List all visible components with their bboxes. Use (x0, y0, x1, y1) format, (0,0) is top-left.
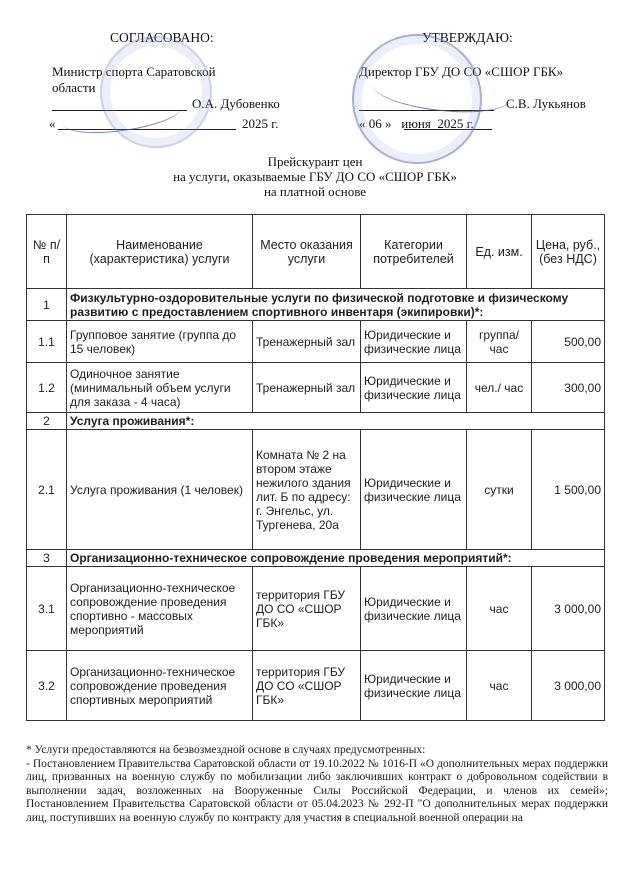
section-row (27, 413, 605, 430)
title-line-1: Прейскурант цен (267, 154, 363, 169)
row-name: Услуга проживания (1 человек) (67, 430, 253, 550)
row-category: Юридические и физические лица (361, 363, 467, 413)
section-title: Физкультурно-оздоровительные услуги по физической подготовке и физическому развитию с предоставлением спортивного инвентаря (экипировки)*: (67, 289, 605, 321)
section-num: 1 (27, 289, 67, 321)
section-num: 2 (27, 413, 67, 430)
approval-left-date-quote: « (49, 116, 56, 131)
approval-left-position-line1: Министр спорта Саратовской (52, 64, 216, 79)
section-num: 3 (27, 550, 67, 567)
header-price: Цена, руб., (без НДС) (532, 215, 605, 289)
row-num: 1.2 (27, 363, 67, 413)
approval-left-date-year: 2025 г. (242, 116, 279, 131)
table-row (27, 363, 605, 413)
row-num: 3.2 (27, 651, 67, 721)
row-price: 3 000,00 (532, 651, 605, 721)
row-category: Юридические и физические лица (361, 430, 467, 550)
table-header-row (27, 215, 605, 289)
document-title (90, 154, 540, 199)
row-unit: чел./ час (467, 363, 532, 413)
header-unit: Ед. изм. (467, 215, 532, 289)
header-num: № п/п (27, 215, 67, 289)
row-place: Тренажерный зал (253, 363, 361, 413)
row-num: 2.1 (27, 430, 67, 550)
row-category: Юридические и физические лица (361, 651, 467, 721)
approval-right-heading: УТВЕРЖДАЮ: (422, 30, 513, 45)
row-category: Юридические и физические лица (361, 567, 467, 651)
table-row (27, 321, 605, 363)
row-unit: час (467, 651, 532, 721)
row-price: 3 000,00 (532, 567, 605, 651)
approval-left-position-line2: области (52, 80, 96, 95)
section-row (27, 289, 605, 321)
table-row (27, 651, 605, 721)
footnote (26, 744, 608, 826)
approval-right-name: С.В. Лукьянов (506, 96, 586, 111)
row-place: территория ГБУ ДО СО «СШОР ГБК» (253, 651, 361, 721)
approval-right-position: Директор ГБУ ДО СО «СШОР ГБК» (359, 64, 564, 79)
section-title: Услуга проживания*: (67, 413, 605, 430)
header-name: Наименование (характеристика) услуги (67, 215, 253, 289)
row-price: 500,00 (532, 321, 605, 363)
row-name: Групповое занятие (группа до 15 человек) (67, 321, 253, 363)
row-place: Комната № 2 на втором этаже нежилого здания лит. Б по адресу: г. Энгельс, ул. Тургенева, 20а (253, 430, 361, 550)
row-price: 1 500,00 (532, 430, 605, 550)
row-category: Юридические и физические лица (361, 321, 467, 363)
row-num: 1.1 (27, 321, 67, 363)
row-place: территория ГБУ ДО СО «СШОР ГБК» (253, 567, 361, 651)
header-place: Место оказания услуги (253, 215, 361, 289)
row-unit: час (467, 567, 532, 651)
header-category: Категории потребителей (361, 215, 467, 289)
row-place: Тренажерный зал (253, 321, 361, 363)
row-name: Одиночное занятие (минимальный объем услуги для заказа - 4 часа) (67, 363, 253, 413)
row-price: 300,00 (532, 363, 605, 413)
title-line-2: на услуги, оказываемые ГБУ ДО СО «СШОР ГБК» (173, 169, 457, 184)
table-row (27, 567, 605, 651)
row-unit: сутки (467, 430, 532, 550)
approval-right-date: « 06 » июня 2025 г. (359, 116, 474, 131)
row-name: Организационно-техническое сопровождение проведения спортивных мероприятий (67, 651, 253, 721)
approval-left-name: О.А. Дубовенко (192, 96, 280, 111)
section-row (27, 550, 605, 567)
row-unit: группа/ час (467, 321, 532, 363)
section-title: Организационно-техническое сопровождение проведения мероприятий*: (67, 550, 605, 567)
title-line-3: на платной основе (263, 184, 367, 199)
table-row (27, 430, 605, 550)
row-num: 3.1 (27, 567, 67, 651)
footnote-text: - Постановлением Правительства Саратовской области от 19.10.2022 № 1016-П «О дополнительных мерах поддержки лиц, призванных на военную службу по мобилизации либо заключивших контракт о добровольном содействии в выполнении задач, возложенных на Вооруженные Силы Российской Федерации, и членов их семей»; Постановлением Правительства Саратовской области от 05.04.2023 № 292-П "О дополнительных мерах поддержки лиц, поступивших на военную службу по контракту для участия в специальной военной операции на (26, 757, 608, 824)
row-name: Организационно-техническое сопровождение проведения спортивно - массовых мероприятий (67, 567, 253, 651)
approval-left-heading: СОГЛАСОВАНО: (110, 30, 214, 45)
price-table (26, 214, 605, 721)
footnote-intro: * Услуги предоставляются на безвозмездной основе в случаях предусмотренных: (26, 744, 426, 756)
